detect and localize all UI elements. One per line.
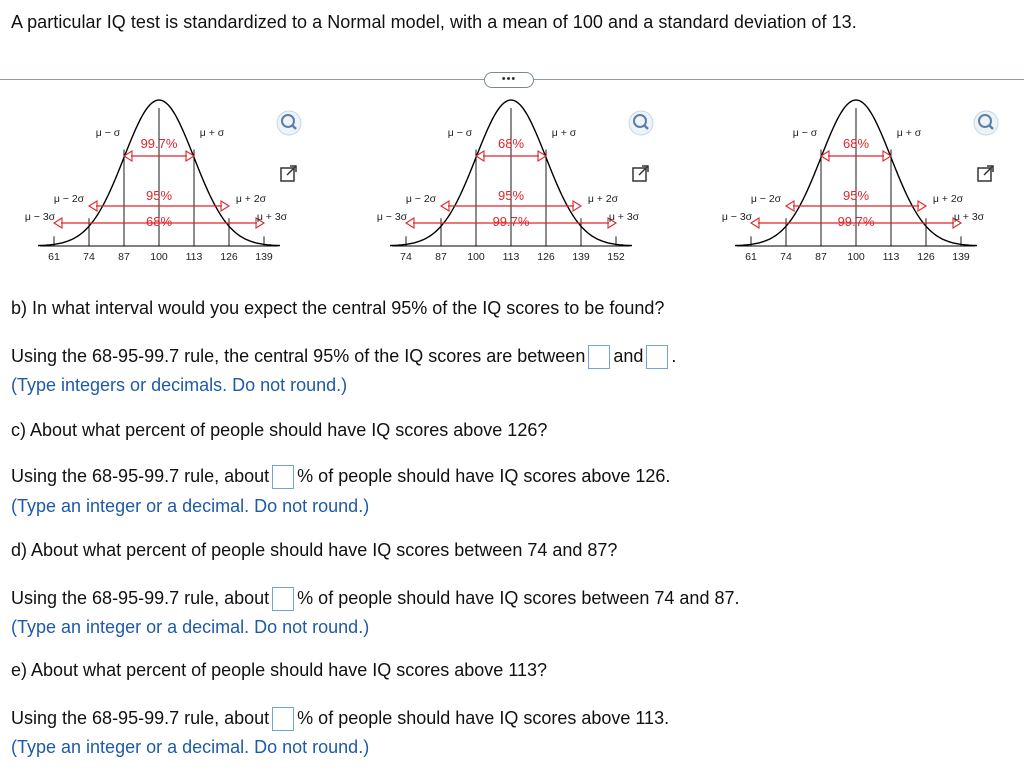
mu-minus-sigma-label: μ − σ — [792, 127, 818, 139]
question-intro: A particular IQ test is standardized to a Normal model, with a mean of 100 and a standard deviation of 13. — [11, 12, 857, 32]
normal-curve-svg — [715, 98, 1015, 268]
tick-label: 74 — [780, 251, 792, 263]
part-c-prompt — [11, 465, 670, 489]
part-c-prompt-after: % of people should have IQ scores above 126. — [297, 465, 671, 486]
mu-plus-3sigma-label: μ + 3σ — [608, 211, 640, 223]
part-c-prompt-before: Using the 68-95-99.7 rule, about — [11, 465, 270, 486]
mu-minus-sigma-label: μ − σ — [447, 127, 473, 139]
percent-label-middle: 95% — [497, 188, 525, 203]
zoom-icon[interactable] — [276, 110, 302, 136]
mu-plus-3sigma-label: μ + 3σ — [953, 211, 985, 223]
part-e-hint: (Type an integer or a decimal. Do not round.) — [11, 737, 370, 757]
mu-minus-2sigma-label: μ − 2σ — [405, 193, 437, 205]
percent-between-74-87-input[interactable] — [272, 587, 294, 611]
part-d-prompt-before: Using the 68-95-99.7 rule, about — [11, 587, 270, 608]
mu-plus-sigma-label: μ + σ — [551, 127, 577, 139]
mu-plus-sigma-label: μ + σ — [896, 127, 922, 139]
part-b-prompt-and: and — [613, 345, 644, 366]
interval-lower-input[interactable] — [588, 345, 610, 369]
tick-label: 152 — [607, 251, 625, 263]
tick-label: 61 — [48, 251, 60, 263]
mu-minus-2sigma-label: μ − 2σ — [750, 193, 782, 205]
tick-label: 100 — [847, 251, 865, 263]
percent-label-top: 99.7% — [140, 136, 178, 151]
mu-minus-2sigma-label: μ − 2σ — [53, 193, 85, 205]
tick-label: 87 — [815, 251, 827, 263]
percent-label-bottom: 99.7% — [492, 214, 530, 229]
normal-curve-figure-2[interactable] — [370, 98, 670, 268]
tick-label: 126 — [220, 251, 238, 263]
part-e-prompt-after: % of people should have IQ scores above 113. — [297, 707, 670, 728]
part-e-question: e) About what percent of people should have IQ scores above 113? — [11, 660, 548, 680]
percent-above-113-input[interactable] — [272, 707, 294, 731]
tick-label: 87 — [435, 251, 447, 263]
mu-plus-2sigma-label: μ + 2σ — [235, 193, 267, 205]
part-e-prompt — [11, 707, 669, 731]
zoom-icon[interactable] — [628, 110, 654, 136]
part-c-hint: (Type an integer or a decimal. Do not round.) — [11, 496, 370, 516]
tick-label: 61 — [745, 251, 757, 263]
tick-label: 100 — [150, 251, 168, 263]
mu-plus-2sigma-label: μ + 2σ — [932, 193, 964, 205]
part-d-question: d) About what percent of people should have IQ scores between 74 and 87? — [11, 540, 618, 560]
mu-plus-sigma-label: μ + σ — [199, 127, 225, 139]
tick-label: 74 — [83, 251, 95, 263]
mu-minus-sigma-label: μ − σ — [95, 127, 121, 139]
tick-label: 74 — [400, 251, 412, 263]
tick-label: 139 — [255, 251, 273, 263]
mu-minus-3sigma-label: μ − 3σ — [721, 211, 753, 223]
part-b-question: b) In what interval would you expect the central 95% of the IQ scores to be found? — [11, 298, 665, 318]
part-b-hint: (Type integers or decimals. Do not round.) — [11, 375, 348, 395]
part-d-prompt-after: % of people should have IQ scores between 74 and 87. — [297, 587, 740, 608]
mu-plus-2sigma-label: μ + 2σ — [587, 193, 619, 205]
tick-label: 126 — [537, 251, 555, 263]
part-b-prompt-after: . — [671, 345, 677, 366]
expand-icon[interactable] — [630, 163, 656, 189]
percent-label-middle: 95% — [842, 188, 870, 203]
tick-label: 87 — [118, 251, 130, 263]
part-e-prompt-before: Using the 68-95-99.7 rule, about — [11, 707, 270, 728]
percent-above-126-input[interactable] — [272, 465, 294, 489]
part-d-hint: (Type an integer or a decimal. Do not round.) — [11, 617, 370, 637]
percent-label-bottom: 68% — [145, 214, 173, 229]
part-b-prompt — [11, 345, 676, 369]
part-b-prompt-before: Using the 68-95-99.7 rule, the central 95% of the IQ scores are between — [11, 345, 586, 366]
normal-curve-svg — [370, 98, 670, 268]
percent-label-middle: 95% — [145, 188, 173, 203]
normal-curve-figure-1[interactable] — [18, 98, 318, 268]
percent-label-top: 68% — [497, 136, 525, 151]
tick-label: 139 — [572, 251, 590, 263]
tick-label: 139 — [952, 251, 970, 263]
tick-label: 113 — [502, 251, 520, 263]
tick-label: 126 — [917, 251, 935, 263]
part-d-prompt — [11, 587, 739, 611]
expand-icon[interactable] — [278, 163, 304, 189]
mu-plus-3sigma-label: μ + 3σ — [256, 211, 288, 223]
percent-label-bottom: 99.7% — [837, 214, 875, 229]
interval-upper-input[interactable] — [646, 345, 668, 369]
percent-label-top: 68% — [842, 136, 870, 151]
more-options-button[interactable]: ••• — [484, 72, 534, 88]
tick-label: 113 — [185, 251, 203, 263]
mu-minus-3sigma-label: μ − 3σ — [24, 211, 56, 223]
normal-curve-svg — [18, 98, 318, 268]
tick-label: 100 — [467, 251, 485, 263]
expand-icon[interactable] — [975, 163, 1001, 189]
part-c-question: c) About what percent of people should have IQ scores above 126? — [11, 420, 548, 440]
tick-label: 113 — [882, 251, 900, 263]
zoom-icon[interactable] — [973, 110, 999, 136]
normal-curve-figure-3[interactable] — [715, 98, 1015, 268]
mu-minus-3sigma-label: μ − 3σ — [376, 211, 408, 223]
